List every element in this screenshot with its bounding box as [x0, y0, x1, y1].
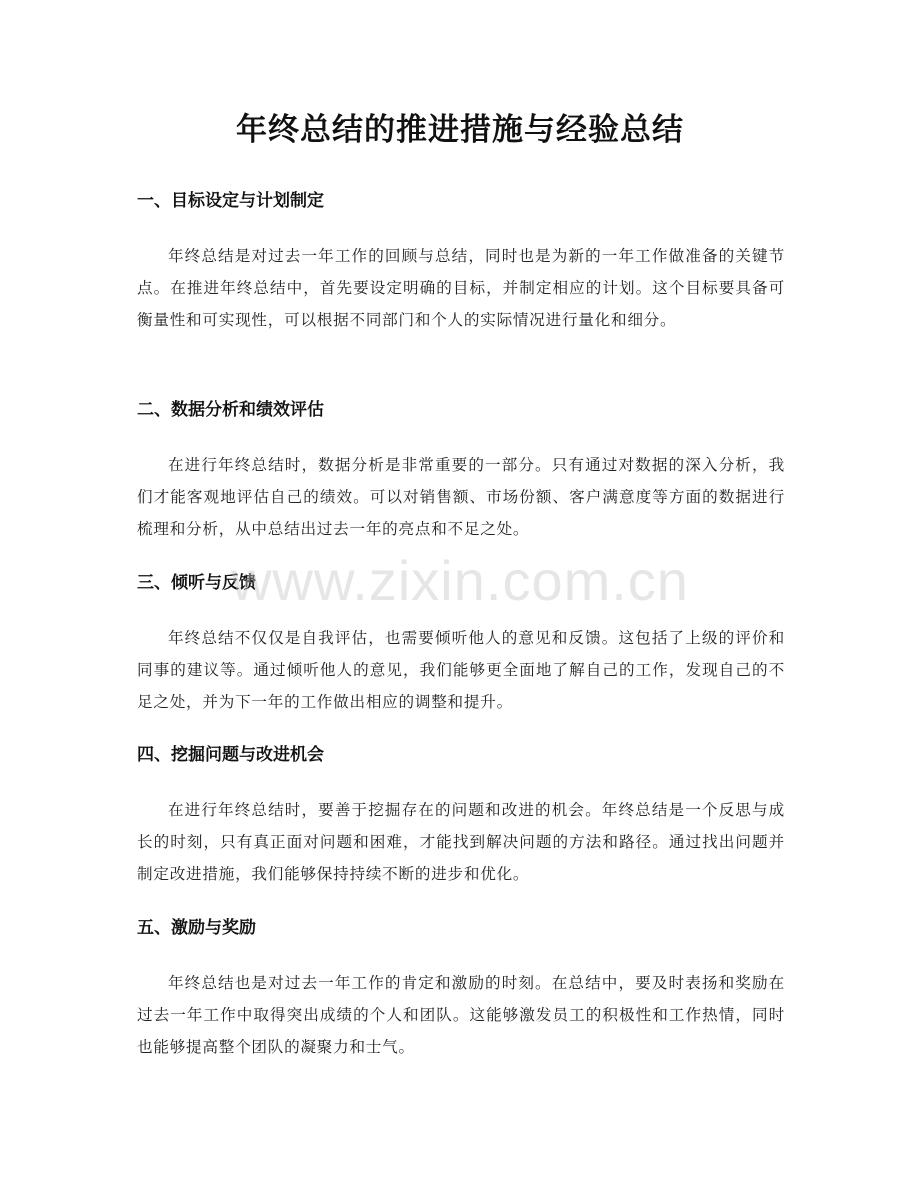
section-incentives-rewards [137, 915, 785, 1064]
section-problems-improvement [137, 742, 785, 891]
section-paragraph: 在进行年终总结时，要善于挖掘存在的问题和改进的机会。年终总结是一个反思与成长的时刻，只有真正面对问题和困难，才能找到解决问题的方法和路径。通过找出问题并制定改进措施，我们能够保持持续不断的进步和优化。 [137, 801, 785, 884]
section-paragraph: 年终总结也是对过去一年工作的肯定和激励的时刻。在总结中，要及时表扬和奖励在过去一年工作中取得突出成绩的个人和团队。这能够激发员工的积极性和工作热情，同时也能够提高整个团队的凝聚力和士气。 [137, 974, 785, 1057]
document-title: 年终总结的推进措施与经验总结 [236, 112, 684, 148]
section-data-analysis [137, 397, 785, 546]
section-paragraph: 在进行年终总结时，数据分析是非常重要的一部分。只有通过对数据的深入分析，我们才能客观地评估自己的绩效。可以对销售额、市场份额、客户满意度等方面的数据进行梳理和分析，从中总结出过去一年的亮点和不足之处。 [137, 456, 785, 539]
section-goal-setting [137, 188, 785, 337]
section-heading: 一、目标设定与计划制定 [137, 191, 324, 211]
section-paragraph: 年终总结是对过去一年工作的回顾与总结，同时也是为新的一年工作做准备的关键节点。在推进年终总结中，首先要设定明确的目标，并制定相应的计划。这个目标要具备可衡量性和可实现性，可以根据不同部门和个人的实际情况进行量化和细分。 [137, 247, 785, 330]
section-heading: 五、激励与奖励 [137, 918, 256, 938]
watermark: www.zixin.com.cn [231, 549, 689, 612]
section-listening-feedback [137, 570, 785, 719]
section-heading: 三、倾听与反馈 [137, 573, 256, 593]
section-heading: 二、数据分析和绩效评估 [137, 400, 324, 420]
section-heading: 四、挖掘问题与改进机会 [137, 745, 324, 765]
section-paragraph: 年终总结不仅仅是自我评估，也需要倾听他人的意见和反馈。这包括了上级的评价和同事的建议等。通过倾听他人的意见，我们能够更全面地了解自己的工作，发现自己的不足之处，并为下一年的工作做出相应的调整和提升。 [137, 629, 785, 712]
